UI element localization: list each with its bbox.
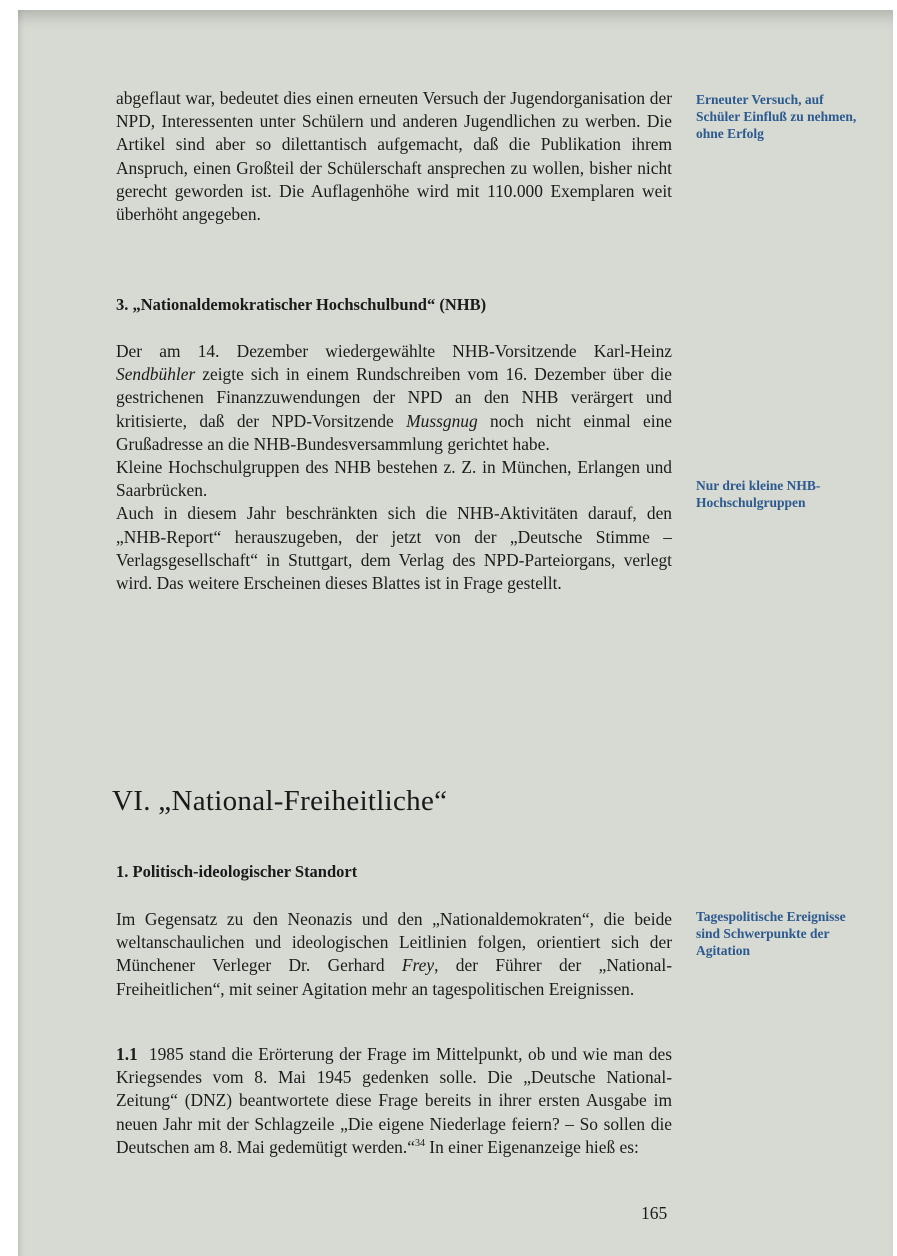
nhb-paragraph-1: [116, 340, 672, 456]
margin-note-schueler: Erneuter Versuch, auf Schüler Einfluß zu nehmen, ohne Erfolg: [696, 92, 857, 141]
standort-p1-part-a: Im Gegensatz zu den Neonazis und den „Nationaldemokraten“, die beide weltanschaulichen und ideologischen Leitlinien folgen, orientiert sich der Münchener Verleger Dr. Gerhard: [116, 909, 672, 976]
footnote-marker: 34: [414, 1138, 425, 1150]
person-name-mussgnug: Mussgnug: [406, 410, 478, 431]
nhb-p1-part-c: noch nicht einmal eine Grußadresse an die NHB-Bundesversammlung gerichtet habe.: [116, 410, 672, 454]
standort-paragraph-2: [116, 1043, 672, 1159]
nhb-paragraph-3: Auch in diesem Jahr beschränkten sich die NHB-Aktivitäten darauf, den „NHB-Report“ herauszugeben, der jetzt von der „Deutsche Stimme – Verlagsgesellschaft“ in Stuttgart, dem Verlag des NPD-Parteiorgans, verlegt wird. Das weitere Erscheinen dieses Blattes ist in Frage gestellt.: [116, 503, 672, 594]
nhb-p1-part-a: Der am 14. Dezember wiedergewählte NHB-Vorsitzende Karl-Heinz: [116, 341, 672, 361]
intro-paragraph-text: abgeflaut war, bedeutet dies einen erneuten Versuch der Jugendorganisation der NPD, Interessenten unter Schülern und anderen Jugendlichen zu werben. Die Artikel sind aber so dilettantisch aufgemacht, daß die Publikation ihrem Anspruch, einen Großteil der Schülerschaft ansprechen zu wollen, bisher nicht gerecht geworden ist. Die Auflagenhöhe wird mit 110.000 Exemplaren weit überhöht angegeben.: [116, 88, 672, 225]
person-name-frey: Frey: [401, 955, 435, 976]
standort-p2-part-a: 1985 stand die Erörterung der Frage im Mittelpunkt, ob und wie man des Kriegsendes vom 8. Mai 1945 gedenken solle. Die „Deutsche National-Zeitung“ (DNZ) beantwortete diese Frage bereits in ihrer ersten Ausgabe im neuen Jahr mit der Schlagzeile „Die eigene Niederlage feiern? – So sollen die Deutschen am 8. Mai gedemütigt werden.“: [116, 1044, 672, 1157]
margin-note-nhb: Nur drei kleine NHB-Hochschulgruppen: [696, 478, 821, 510]
standort-p1-text: [116, 908, 672, 1001]
nhb-p1-part-b: zeigte sich in einem Rundschreiben vom 16. Dezember über die gestrichenen Finanzzuwendungen der NPD an den NHB verärgert und kritisierte, daß der NPD-Vorsitzende: [116, 364, 672, 431]
standort-p2-text: [116, 1043, 672, 1159]
chapter-heading: VI. „National-Freiheitliche“: [112, 785, 448, 817]
nhb-section-body: [116, 340, 672, 595]
section-heading-nhb: 3. „Nationaldemokratischer Hochschulbund“ (NHB): [116, 295, 487, 314]
section-heading-standort: 1. Politisch-ideologischer Standort: [116, 862, 358, 881]
margin-note-agitation: Tagespolitische Ereignisse sind Schwerpunkte der Agitation: [696, 909, 846, 958]
standort-p2-part-b: In einer Eigenanzeige hieß es:: [424, 1136, 639, 1157]
nhb-paragraph-2: Kleine Hochschulgruppen des NHB bestehen z. Z. in München, Erlangen und Saarbrücken.: [116, 457, 672, 501]
standort-paragraph-1: [116, 908, 672, 1001]
subsection-number: 1.1: [116, 1044, 138, 1064]
page-number: 165: [641, 1203, 668, 1223]
standort-p1-part-b: , der Führer der „National-Freiheitlichen“, mit seiner Agitation mehr an tagespolitischen Ereignissen.: [116, 955, 672, 999]
intro-paragraph: [116, 87, 672, 226]
person-name-sendbuehler: Sendbühler: [116, 364, 196, 385]
